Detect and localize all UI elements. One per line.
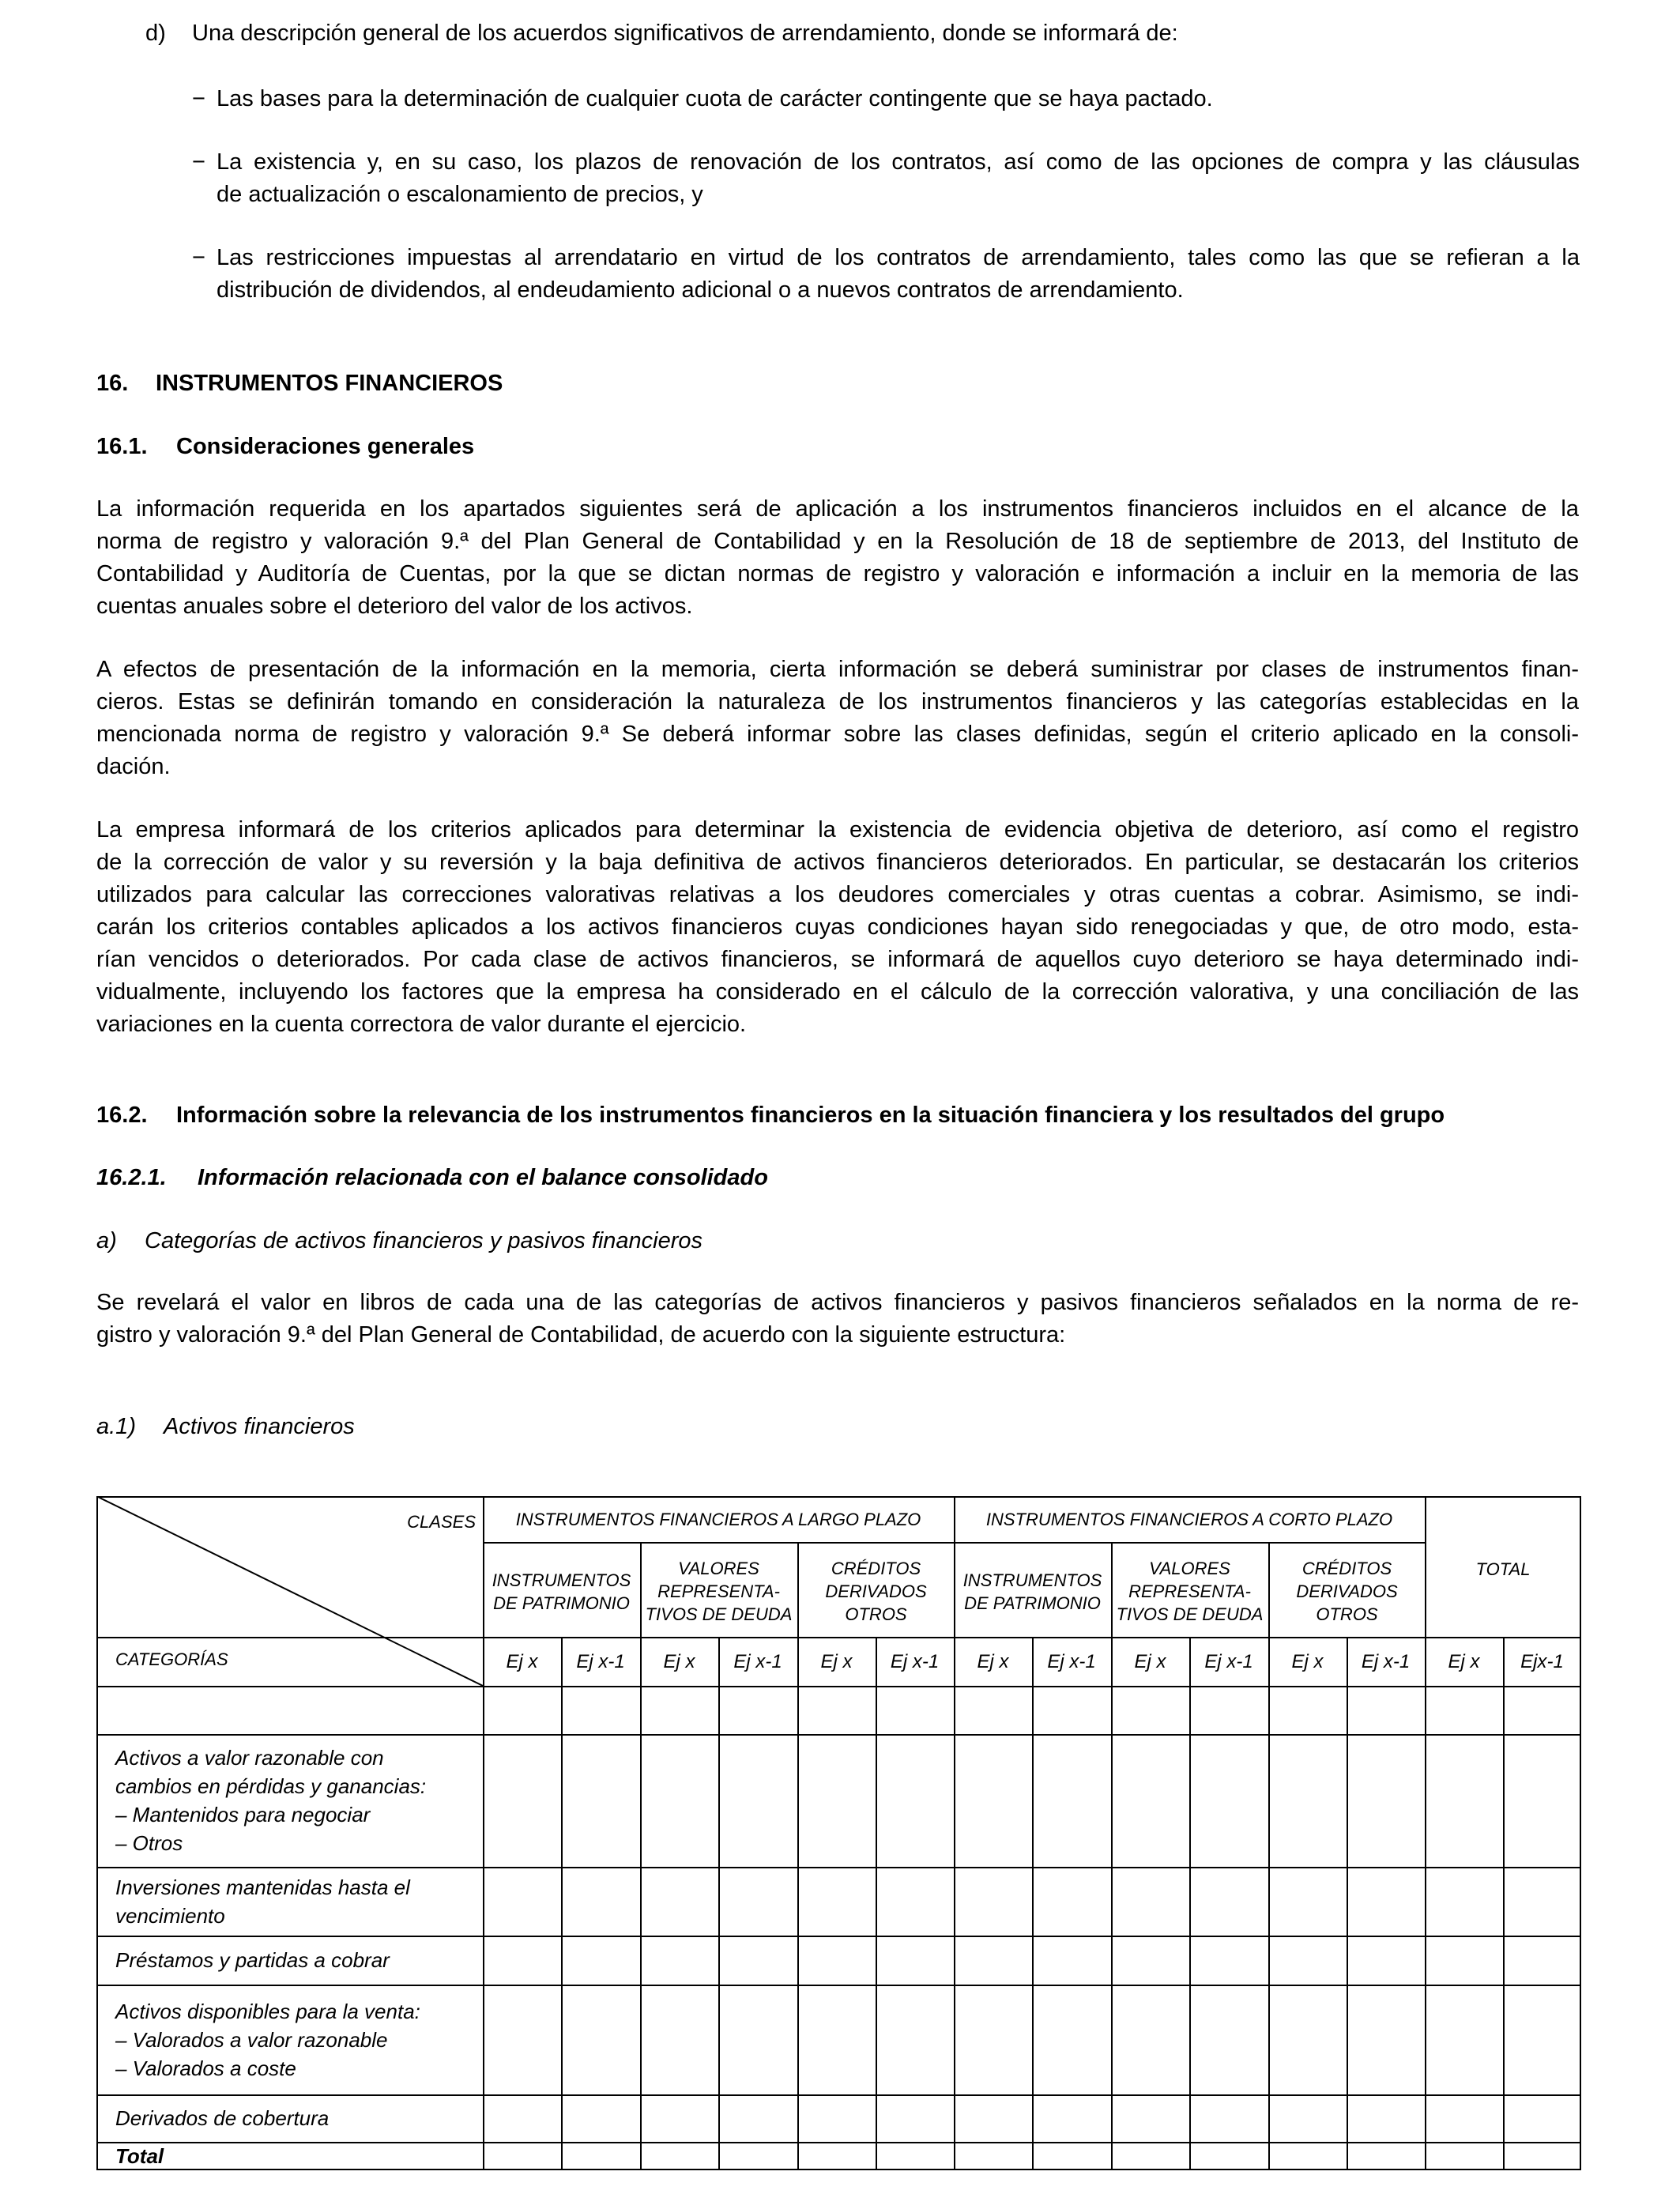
paragraph-line: mencionada norma de registro y valoración 9.ª Se deberá informar sobre las clases definidas, según el criterio aplicado en la consoli- <box>96 722 1579 747</box>
paragraph-line: cieros. Estas se definirán tomando en consideración la naturaleza de los instrumentos financieros y las categorías establecidas en la <box>96 689 1579 714</box>
table-border-bottom <box>96 2169 1581 2170</box>
paragraph-2 <box>96 654 1579 783</box>
paragraph-line: variaciones en la cuenta correctora de valor durante el ejercicio. <box>96 1012 747 1037</box>
heading-16-2-title: Información sobre la relevancia de los instrumentos financieros en la situación financiera y los resultados del grupo <box>176 1103 1445 1128</box>
table-border-right <box>1580 1496 1581 2170</box>
paragraph-1 <box>96 493 1579 623</box>
year-column-header: Ej x <box>506 1651 538 1672</box>
category-row-label <box>115 2104 329 2132</box>
heading-16-2-1-number: 16.2.1. <box>96 1165 167 1190</box>
subheader-line: DERIVADOS <box>1296 1581 1398 1601</box>
subheader-line: DE PATRIMONIO <box>493 1593 630 1613</box>
heading-a1-title: Activos financieros <box>164 1414 355 1439</box>
paragraph-line: gistro y valoración 9.ª del Plan General de Contabilidad, de acuerdo con la siguiente estructura: <box>96 1322 1066 1348</box>
bullet-dash: − <box>192 149 205 175</box>
row-rule <box>96 1867 1581 1868</box>
subheader-line: INSTRUMENTOS <box>962 1570 1102 1590</box>
corner-label-categorias: CATEGORÍAS <box>115 1649 228 1669</box>
subheader-cell <box>954 1569 1111 1615</box>
bullet-3 <box>217 242 1580 307</box>
bullet-2-line-2: de actualización o escalonamiento de precios, y <box>217 182 703 207</box>
subheader-cell <box>1111 1557 1268 1626</box>
bullet-dash: − <box>192 245 205 270</box>
heading-a-title: Categorías de activos financieros y pasivos financieros <box>145 1228 703 1253</box>
category-label-line: – Valorados a valor razonable <box>115 2027 388 2052</box>
year-column-header: Ej x <box>977 1651 1009 1672</box>
bullet-2 <box>217 146 1580 211</box>
paragraph-line: norma de registro y valoración 9.ª del Plan General de Contabilidad y en la Resolución de 18 de septiembre de 2013, del Instituto de <box>96 529 1579 554</box>
subheader-cell <box>483 1569 640 1615</box>
row-rule <box>96 1936 1581 1937</box>
bullet-dash: − <box>192 86 205 111</box>
subheader-line: OTROS <box>845 1604 907 1624</box>
year-column-header: Ej x-1 <box>1361 1651 1411 1672</box>
category-label-line: Inversiones mantenidas hasta el <box>115 1875 410 1899</box>
table-border-top <box>96 1496 1581 1498</box>
subheader-line: DERIVADOS <box>825 1581 927 1601</box>
col-rule <box>1111 1542 1113 2170</box>
subheader-cell <box>1268 1557 1426 1626</box>
subheader-line: REPRESENTA- <box>657 1581 780 1601</box>
year-column-header: Ej x-1 <box>1047 1651 1096 1672</box>
category-row-label <box>115 1946 390 1974</box>
subheader-cell <box>797 1557 955 1626</box>
paragraph-line: Se revelará el valor en libros de cada una de las categorías de activos financieros y pasivos financieros señalados en la norma de re- <box>96 1290 1579 1315</box>
col-rule <box>797 1542 799 2170</box>
col-rule <box>1268 1542 1270 2170</box>
year-column-header: Ej x <box>1291 1651 1324 1672</box>
subheader-line: DE PATRIMONIO <box>964 1593 1101 1613</box>
subheader-cell <box>640 1557 797 1626</box>
category-label-line: Activos a valor razonable con <box>115 1746 384 1770</box>
list-marker-d: d) <box>145 21 166 46</box>
paragraph-line: vidualmente, incluyendo los factores que la empresa ha considerado en el cálculo de la corrección valorativa, y una conciliación de las <box>96 979 1579 1005</box>
paragraph-line: carán los criterios contables aplicados a los activos financieros cuyas condiciones hayan sido renegociadas y que, de otro modo, esta- <box>96 914 1579 940</box>
heading-a1-number: a.1) <box>96 1414 136 1439</box>
paragraph-3 <box>96 814 1579 1041</box>
row-rule <box>96 1734 1581 1736</box>
financial-assets-table <box>96 1496 1581 2170</box>
section-d-intro: Una descripción general de los acuerdos significativos de arrendamiento, donde se informará de: <box>192 21 1178 46</box>
category-label-line: vencimiento <box>115 1903 225 1928</box>
heading-16-2-number: 16.2. <box>96 1103 148 1128</box>
category-label-line: Derivados de cobertura <box>115 2106 330 2130</box>
col-rule <box>1347 1637 1348 2170</box>
year-column-header: Ej x <box>1448 1651 1480 1672</box>
bullet-1-line-1: Las bases para la determinación de cualquier cuota de carácter contingente que se haya pactado. <box>217 86 1213 111</box>
paragraph-line: rían vencidos o deteriorados. Por cada clase de activos financieros, se informará de aquellos cuyo deterioro se haya determinado indi- <box>96 947 1579 972</box>
col-rule <box>1032 1637 1034 2170</box>
subheader-line: REPRESENTA- <box>1128 1581 1251 1601</box>
year-column-header: Ej x <box>820 1651 853 1672</box>
bullet-3-line-2: distribución de dividendos, al endeudamiento adicional o a nuevos contratos de arrendamiento. <box>217 277 1184 303</box>
col-rule <box>876 1637 877 2170</box>
row-rule <box>96 2142 1581 2143</box>
col-rule <box>1503 1637 1505 2170</box>
category-label-line: – Otros <box>115 1831 183 1855</box>
year-column-header: Ejx-1 <box>1520 1651 1564 1672</box>
bullet-2-line-1: La existencia y, en su caso, los plazos de renovación de los contratos, así como de las opciones de compra y las cláusulas <box>217 149 1580 175</box>
paragraph-line: dación. <box>96 754 171 779</box>
subheader-line: TIVOS DE DEUDA <box>1116 1604 1264 1624</box>
group-header-short-term: INSTRUMENTOS FINANCIEROS A CORTO PLAZO <box>985 1510 1393 1529</box>
paragraph-line: A efectos de presentación de la información en la memoria, cierta información se deberá suministrar por clases de instrumentos finan- <box>96 657 1579 682</box>
category-row-label <box>115 2142 164 2170</box>
subheader-line: OTROS <box>1316 1604 1378 1624</box>
col-rule <box>561 1637 563 2170</box>
subheader-line: VALORES <box>1149 1559 1230 1578</box>
category-row-label <box>115 1744 426 1857</box>
category-row-label <box>115 1997 420 2083</box>
category-label-line: – Valorados a coste <box>115 2056 296 2080</box>
year-column-header: Ej x-1 <box>890 1651 940 1672</box>
heading-16-1-number: 16.1. <box>96 434 148 459</box>
category-label-line: Préstamos y partidas a cobrar <box>115 1948 390 1972</box>
heading-a-number: a) <box>96 1228 117 1253</box>
heading-16-1-title: Consideraciones generales <box>176 434 475 459</box>
heading-16-2-1-title: Información relacionada con el balance consolidado <box>198 1165 768 1190</box>
table-border-left <box>96 1496 98 2170</box>
category-label-line: Total <box>115 2144 164 2168</box>
subheader-line: INSTRUMENTOS <box>492 1570 631 1590</box>
heading-16-number: 16. <box>96 371 129 396</box>
row-rule <box>96 1985 1581 1986</box>
subheader-line: VALORES <box>678 1559 759 1578</box>
bullet-3-line-1: Las restricciones impuestas al arrendatario en virtud de los contratos de arrendamiento, tales como las que se refieran a la <box>217 245 1580 270</box>
paragraph-line: Contabilidad y Auditoría de Cuentas, por la que se dictan normas de registro y valoración e información a incluir en la memoria de las <box>96 561 1579 586</box>
header-rule <box>96 1637 1581 1638</box>
row-rule <box>96 2094 1581 2096</box>
year-column-header: Ej x-1 <box>1204 1651 1253 1672</box>
paragraph-line: utilizados para calcular las correcciones valorativas relativas a los deudores comerciales y otras cuentas a cobrar. Asimismo, se indi- <box>96 882 1579 907</box>
year-column-header: Ej x-1 <box>576 1651 625 1672</box>
paragraph-line: La empresa informará de los criterios aplicados para determinar la existencia de evidencia objetiva de deterioro, así como el registro <box>96 817 1579 843</box>
category-label-line: cambios en pérdidas y ganancias: <box>115 1774 427 1798</box>
subheader-line: TIVOS DE DEUDA <box>645 1604 793 1624</box>
category-label-line: – Mantenidos para negociar <box>115 1803 371 1826</box>
category-row-label <box>115 1873 410 1930</box>
paragraph-line: La información requerida en los apartados siguientes será de aplicación a los instrumentos financieros incluidos en el alcance de la <box>96 496 1579 522</box>
group-header-long-term: INSTRUMENTOS FINANCIEROS A LARGO PLAZO <box>515 1510 921 1529</box>
paragraph-a <box>96 1287 1579 1351</box>
col-rule <box>640 1542 642 2170</box>
year-column-header: Ej x <box>663 1651 695 1672</box>
col-rule <box>1189 1637 1191 2170</box>
paragraph-line: cuentas anuales sobre el deterioro del valor de los activos. <box>96 594 693 619</box>
subheader-line: CRÉDITOS <box>831 1559 921 1578</box>
year-row-rule <box>96 1686 1581 1687</box>
paragraph-line: de la corrección de valor y su reversión y la baja definitiva de activos financieros deteriorados. En particular, se destacarán los criterios <box>96 850 1579 875</box>
category-label-line: Activos disponibles para la venta: <box>115 1999 420 2023</box>
corner-label-clases: CLASES <box>407 1512 476 1532</box>
subheader-line: CRÉDITOS <box>1301 1559 1392 1578</box>
total-header: TOTAL <box>1475 1559 1531 1579</box>
year-column-header: Ej x-1 <box>733 1651 782 1672</box>
col-rule <box>718 1637 720 2170</box>
heading-16-title: INSTRUMENTOS FINANCIEROS <box>156 371 503 396</box>
year-column-header: Ej x <box>1134 1651 1166 1672</box>
